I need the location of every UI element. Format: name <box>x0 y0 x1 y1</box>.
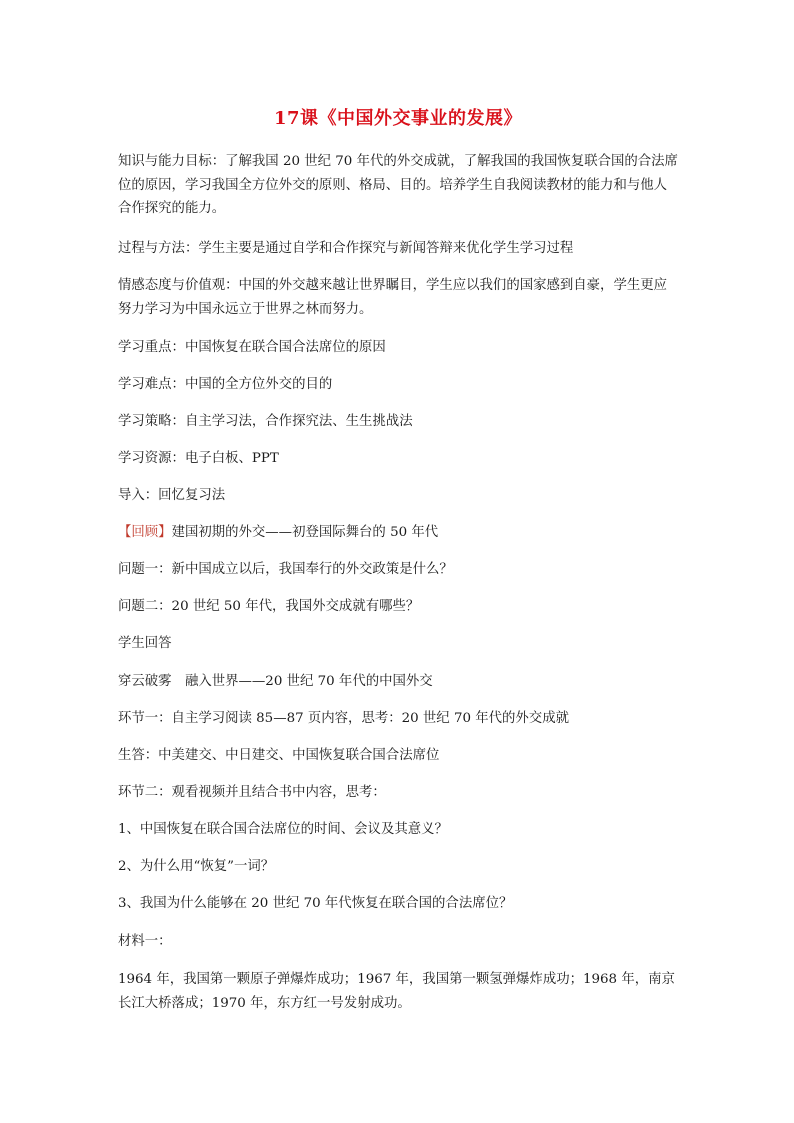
paragraph-attitude-values: 情感态度与价值观：中国的外交越来越让世界瞩目，学生应以我们的国家感到自豪，学生更应努力学习为中国永远立于世界之林而努力。 <box>118 278 668 317</box>
paragraph-student-reply: 生答：中美建交、中日建交、中国恢复联合国合法席位 <box>118 748 440 763</box>
paragraph-difficulties: 学习难点：中国的全方位外交的目的 <box>118 377 333 392</box>
paragraph-step-two: 环节二：观看视频并且结合书中内容，思考： <box>118 785 386 800</box>
paragraph-section-heading: 穿云破雾 融入世界——20 世纪 70 年代的中国外交 <box>118 674 433 689</box>
paragraph-knowledge-goals: 知识与能力目标：了解我国 20 世纪 70 年代的外交成就，了解我国的我国恢复联合国的合法席位的原因，学习我国全方位外交的原则、格局、目的。培养学生自我阅读教材的能力和与他人合作探究的能力。 <box>118 154 678 216</box>
paragraph-item-three: 3、我国为什么能够在 20 世纪 70 年代恢复在联合国的合法席位？ <box>118 896 513 911</box>
paragraph-process-methods: 过程与方法：学生主要是通过自学和合作探究与新闻答辩来优化学生学习过程 <box>118 241 574 256</box>
paragraph-question-one: 问题一：新中国成立以后，我国奉行的外交政策是什么？ <box>118 562 453 577</box>
paragraph-step-one: 环节一：自主学习阅读 85—87 页内容，思考：20 世纪 70 年代的外交成就 <box>118 711 569 726</box>
paragraph-question-two: 问题二：20 世纪 50 年代，我国外交成就有哪些？ <box>118 599 420 614</box>
paragraph-introduction: 导入：回忆复习法 <box>118 488 226 503</box>
paragraph-key-points: 学习重点：中国恢复在联合国合法席位的原因 <box>118 340 386 355</box>
paragraph-material-one-label: 材料一： <box>118 934 172 949</box>
review-label: 【回顾】 <box>118 525 172 540</box>
paragraph-review <box>118 521 678 545</box>
paragraph-material-one-text: 1964 年，我国第一颗原子弹爆炸成功；1967 年，我国第一颗氢弹爆炸成功；1968 年，南京长江大桥落成；1970 年，东方红一号发射成功。 <box>118 972 675 1011</box>
paragraph-resources: 学习资源：电子白板、PPT <box>118 451 279 466</box>
review-text: 建国初期的外交——初登国际舞台的 50 年代 <box>171 525 439 540</box>
paragraph-strategies: 学习策略：自主学习法，合作探究法、生生挑战法 <box>118 414 413 429</box>
document-title: 17课《中国外交事业的发展》 <box>273 108 523 129</box>
paragraph-item-two: 2、为什么用“恢复”一词？ <box>118 859 275 874</box>
paragraph-student-answer: 学生回答 <box>118 636 172 651</box>
paragraph-item-one: 1、中国恢复在联合国合法席位的时间、会议及其意义？ <box>118 822 448 837</box>
